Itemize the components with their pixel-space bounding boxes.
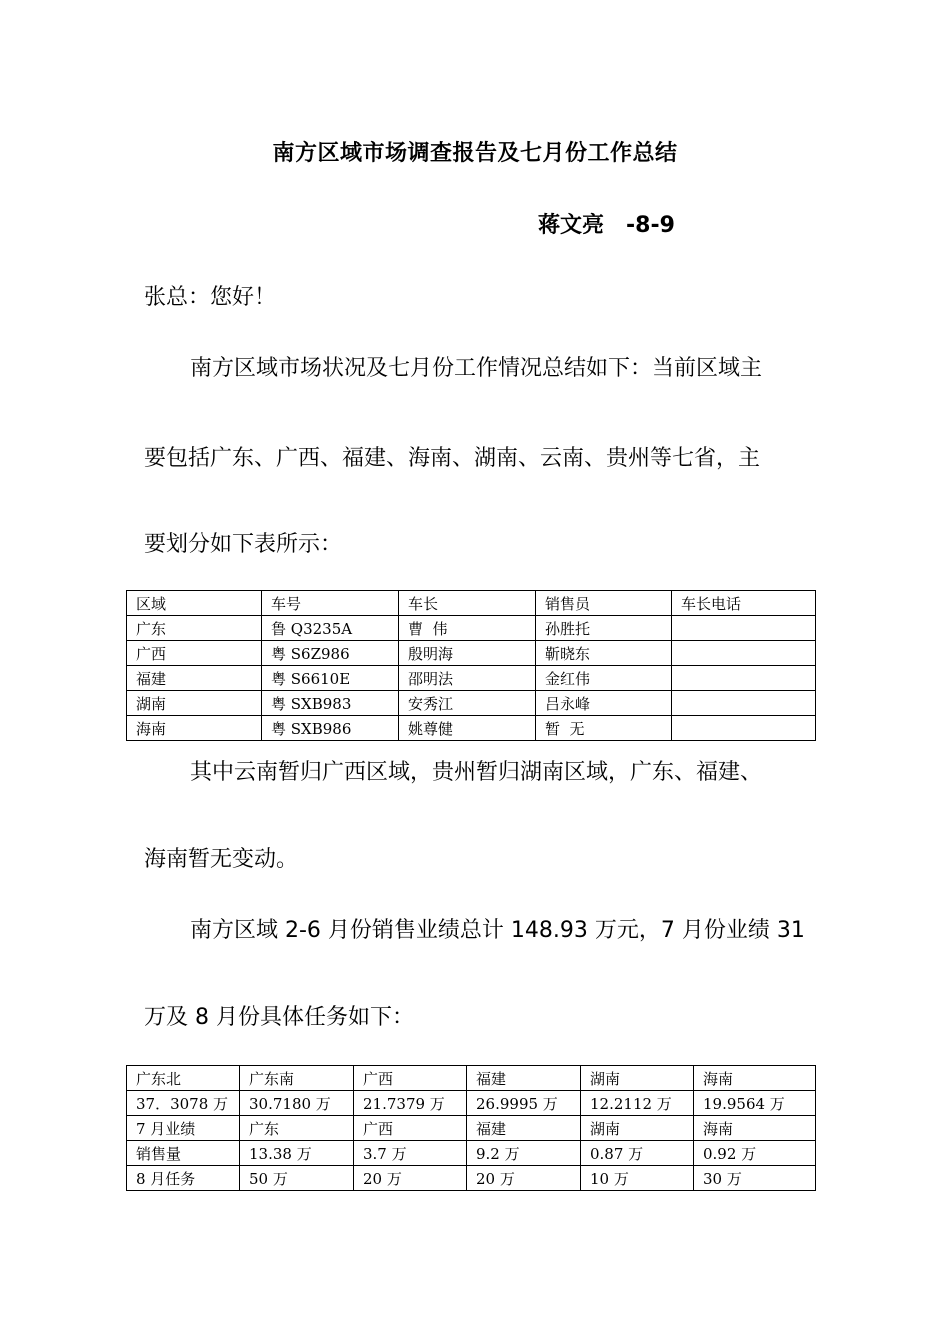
table-cell: 0.92 万 <box>694 1141 816 1166</box>
table-header-row <box>127 591 816 616</box>
greeting: 张总：您好！ <box>144 285 277 310</box>
table-cell: 金红伟 <box>536 666 672 691</box>
author-name: 蒋文亮 <box>538 213 605 238</box>
table-cell <box>672 666 816 691</box>
report-date: -8-9 <box>626 213 675 238</box>
paragraph-1-line-2: 要包括广东、广西、福建、海南、湖南、云南、贵州等七省，主 <box>144 446 761 471</box>
table-cell: 20 万 <box>354 1166 467 1191</box>
header-cell: 销售员 <box>536 591 672 616</box>
table-cell: 福建 <box>467 1116 581 1141</box>
table-cell: 湖南 <box>127 691 262 716</box>
table-row <box>127 666 816 691</box>
table-row <box>127 1091 816 1116</box>
table-row <box>127 1116 816 1141</box>
table-cell: 广东 <box>127 616 262 641</box>
table-cell: 吕永峰 <box>536 691 672 716</box>
table-cell: 海南 <box>694 1116 816 1141</box>
table-cell: 21.7379 万 <box>354 1091 467 1116</box>
table-cell <box>672 691 816 716</box>
header-cell: 车号 <box>262 591 399 616</box>
table-cell: 30 万 <box>694 1166 816 1191</box>
table-cell: 福建 <box>127 666 262 691</box>
table-row <box>127 1141 816 1166</box>
table-cell: 10 万 <box>581 1166 694 1191</box>
header-cell: 区域 <box>127 591 262 616</box>
table-row <box>127 641 816 666</box>
table-cell: 广东 <box>240 1116 354 1141</box>
table-cell: 广西 <box>127 641 262 666</box>
table-cell <box>672 641 816 666</box>
table-cell: 9.2 万 <box>467 1141 581 1166</box>
table-cell: 姚尊健 <box>399 716 536 741</box>
table-cell: 粤 SXB983 <box>262 691 399 716</box>
paragraph-2-line-2: 海南暂无变动。 <box>144 847 299 872</box>
table-cell: 8 月任务 <box>127 1166 240 1191</box>
paragraph-3-line-2: 万及 8 月份具体任务如下： <box>144 1005 414 1030</box>
table-cell: 殷明海 <box>399 641 536 666</box>
table-row <box>127 616 816 641</box>
paragraph-1-line-3: 要划分如下表所示： <box>144 532 343 557</box>
table-row <box>127 691 816 716</box>
table-cell: 暂 无 <box>536 716 672 741</box>
table-cell <box>672 616 816 641</box>
author-line <box>538 208 675 239</box>
header-cell: 车长电话 <box>672 591 816 616</box>
table-cell: 3.7 万 <box>354 1141 467 1166</box>
table-cell: 50 万 <box>240 1166 354 1191</box>
table-cell: 海南 <box>127 716 262 741</box>
header-cell: 车长 <box>399 591 536 616</box>
table-cell: 海南 <box>694 1066 816 1091</box>
document-title: 南方区域市场调查报告及七月份工作总结 <box>272 141 678 166</box>
table-cell: 0.87 万 <box>581 1141 694 1166</box>
table-cell: 销售量 <box>127 1141 240 1166</box>
paragraph-3-line-1: 南方区域 2-6 月份销售业绩总计 148.93 万元，7 月份业绩 31 <box>190 918 805 943</box>
paragraph-2-line-1: 其中云南暂归广西区域，贵州暂归湖南区域，广东、福建、 <box>190 760 763 785</box>
table-cell: 广西 <box>354 1066 467 1091</box>
table-cell: 30.7180 万 <box>240 1091 354 1116</box>
table-row <box>127 1066 816 1091</box>
table-cell: 湖南 <box>581 1116 694 1141</box>
table-cell: 孙胜托 <box>536 616 672 641</box>
table-cell: 湖南 <box>581 1066 694 1091</box>
table-cell: 安秀江 <box>399 691 536 716</box>
sales-performance-table <box>126 1065 816 1191</box>
table-cell: 粤 SXB986 <box>262 716 399 741</box>
table-cell: 26.9995 万 <box>467 1091 581 1116</box>
region-assignment-table <box>126 590 816 741</box>
table-cell: 12.2112 万 <box>581 1091 694 1116</box>
table-cell: 广东北 <box>127 1066 240 1091</box>
table-cell: 广东南 <box>240 1066 354 1091</box>
table-cell: 粤 S6Z986 <box>262 641 399 666</box>
table-cell: 20 万 <box>467 1166 581 1191</box>
table-cell: 福建 <box>467 1066 581 1091</box>
paragraph-1-line-1: 南方区域市场状况及七月份工作情况总结如下：当前区域主 <box>190 356 763 381</box>
table-row <box>127 1166 816 1191</box>
table-cell: 靳晓东 <box>536 641 672 666</box>
table-cell: 粤 S6610E <box>262 666 399 691</box>
table-cell: 19.9564 万 <box>694 1091 816 1116</box>
table-cell: 邵明法 <box>399 666 536 691</box>
table-cell: 7 月业绩 <box>127 1116 240 1141</box>
table-cell: 广西 <box>354 1116 467 1141</box>
table-cell: 37．3078 万 <box>127 1091 240 1116</box>
table-cell: 鲁 Q3235A <box>262 616 399 641</box>
table-cell: 曹 伟 <box>399 616 536 641</box>
table-cell: 13.38 万 <box>240 1141 354 1166</box>
